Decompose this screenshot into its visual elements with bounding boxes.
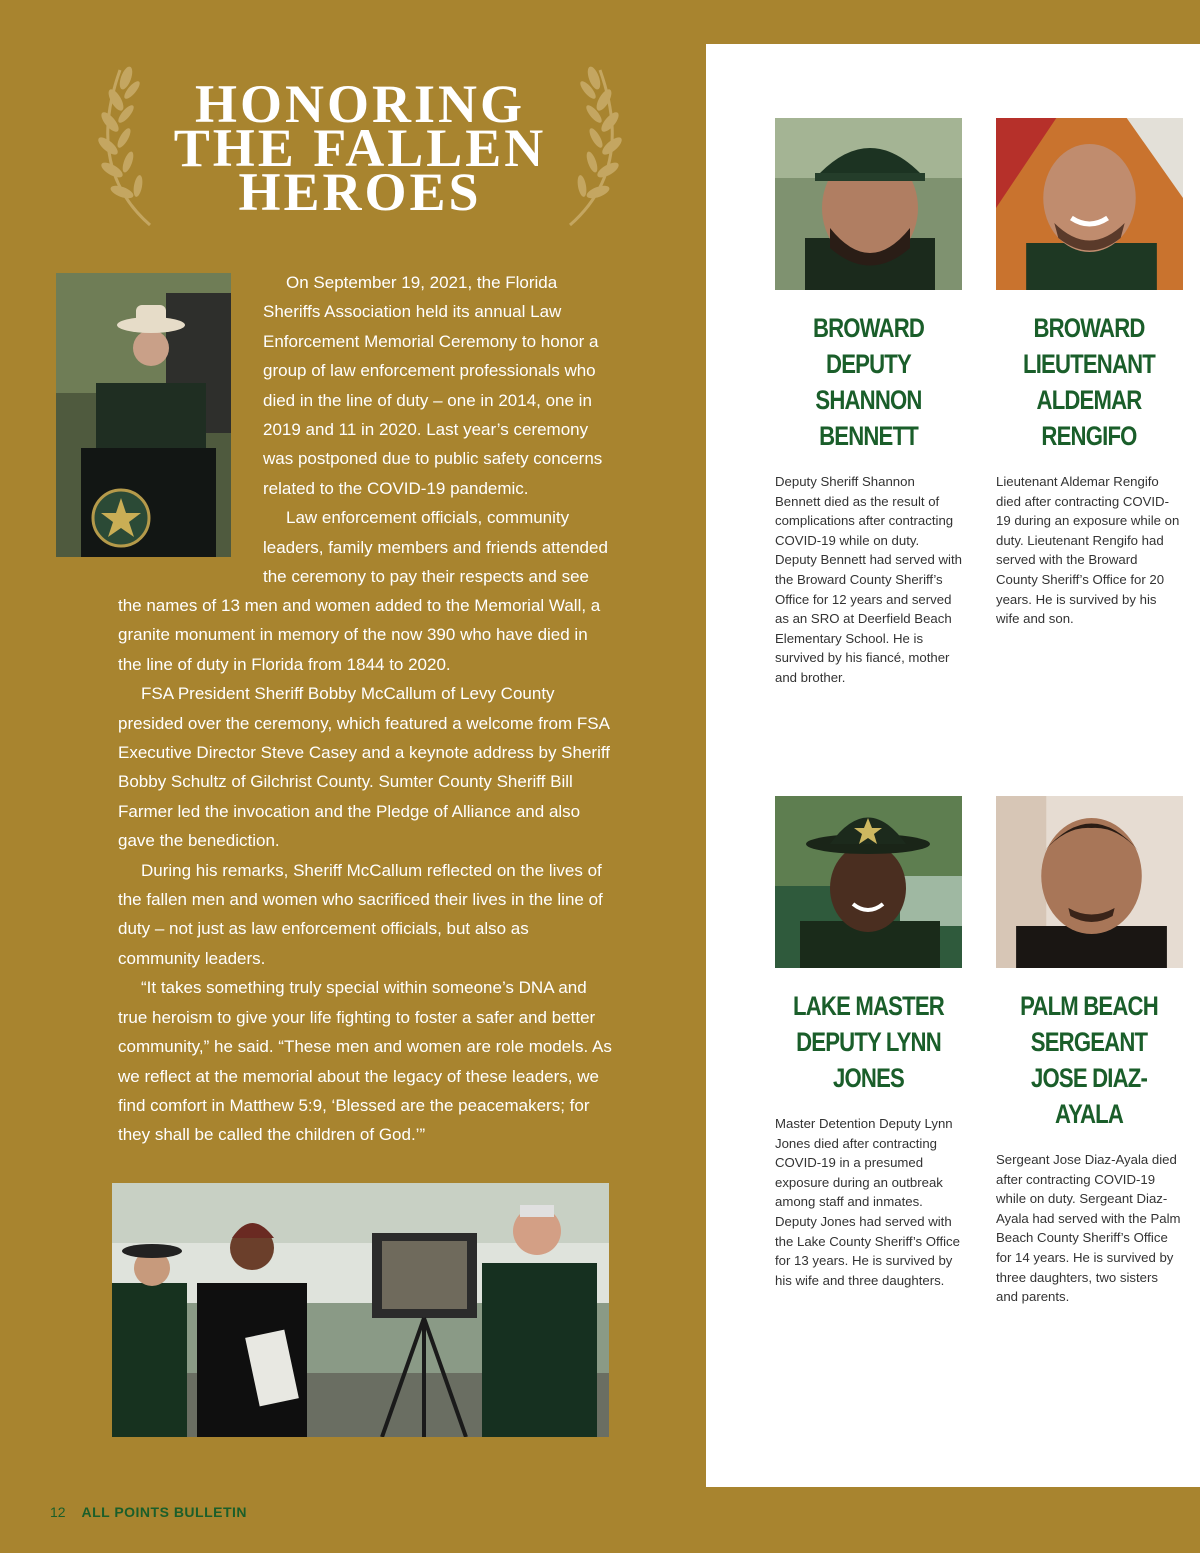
hero-bio: Lieutenant Aldemar Rengifo died after contracting COVID-19 during an exposure while on duty. Lieutenant Rengifo had served with the Broward County Sheriff’s Office for 20 years. He is survived by his wife and son.	[996, 474, 1180, 627]
speaker-photo	[56, 273, 231, 557]
hero-name	[792, 988, 945, 1096]
hero-portrait	[775, 118, 962, 290]
hero-name-line: ALDEMAR RENGIFO	[1036, 385, 1142, 451]
hero-name-line: SHANNON BENNETT	[815, 385, 922, 451]
hero-portrait	[775, 796, 962, 968]
hero-name-line: LAKE MASTER	[793, 991, 944, 1021]
title-block	[70, 60, 650, 235]
title-line-2: THE FALLEN	[173, 118, 547, 178]
hero-name-line: LIEUTENANT	[1022, 349, 1156, 379]
hero-name-line: BROWARD	[1033, 313, 1145, 343]
hero-name	[792, 310, 945, 454]
article-paragraph: FSA President Sheriff Bobby McCallum of Levy County presided over the ceremony, which featured a welcome from FSA Executive Director Steve Casey and a keynote address by Sheriff Bobby Schultz of Gilchrist County. Sumter County Sheriff Bill Farmer led the invocation and the Pledge of Alliance and also gave the benediction.	[118, 684, 610, 851]
article-paragraph: “It takes something truly special within someone’s DNA and true heroism to give your life fighting to foster a safer and better community,” he said. “These men and women are role models. As we reflect at the memorial about the legacy of these leaders, we find comfort in Matthew 5:9, ‘Blessed are the peacemakers; for they shall be called the children of God.’”	[118, 978, 612, 1145]
hero-bio: Sergeant Jose Diaz-Ayala died after contracting COVID-19 while on duty. Sergeant Diaz-Ayala had served with the Palm Beach County Sheriff’s Office for 14 years. He is survived by three daughters, two sisters and parents.	[996, 1152, 1181, 1305]
hero-name-line: PALM BEACH	[1020, 991, 1158, 1021]
article-body	[118, 591, 613, 1150]
article-intro	[263, 268, 613, 591]
hero-name	[1013, 988, 1166, 1132]
page-footer	[50, 1504, 247, 1520]
article-paragraph: Law enforcement officials, community leaders, family members and friends attended the ceremony to pay their respects and see	[263, 508, 608, 587]
hero-bio: Deputy Sheriff Shannon Bennett died as the result of complications after contracting COVID-19 while on duty. Deputy Bennett had served with the Broward County Sheriff’s Office for 12 years and served as an SRO at Deerfield Beach Elementary School. He is survived by his fiancé, mother and brother.	[775, 474, 962, 685]
title-line-3: HEROES	[238, 162, 482, 222]
hero-portrait	[996, 796, 1183, 968]
page-title	[70, 74, 650, 222]
page-number: 12	[50, 1504, 66, 1520]
article-paragraph: On September 19, 2021, the Florida Sheriffs Association held its annual Law Enforcement Memorial Ceremony to honor a group of law enforcement professionals who died in the line of duty – one in 2014, one in 2019 and 11 in 2020. Last year’s ceremony was postponed due to public safety concerns related to the COVID-19 pandemic.	[263, 273, 603, 498]
hero-card	[775, 796, 962, 1290]
hero-portrait	[996, 118, 1183, 290]
publication-name: ALL POINTS BULLETIN	[81, 1504, 248, 1520]
title-line-1: HONORING	[194, 74, 526, 134]
ceremony-photo	[112, 1183, 609, 1437]
article-paragraph: the names of 13 men and women added to the Memorial Wall, a granite monument in memory of the now 390 who have died in the line of duty in Florida from 1844 to 2020.	[118, 596, 601, 674]
hero-bio: Master Detention Deputy Lynn Jones died after contracting COVID-19 in a presumed exposure during an outbreak among staff and inmates. Deputy Jones had served with the Lake County Sheriff’s Office for 13 years. He is survived by his wife and three daughters.	[775, 1116, 960, 1288]
hero-name	[1013, 310, 1166, 454]
hero-name-line: BROWARD DEPUTY	[812, 313, 925, 379]
hero-card	[996, 796, 1182, 1307]
hero-name-line: DEPUTY LYNN JONES	[796, 1027, 941, 1093]
hero-name-line: SERGEANT	[1030, 1027, 1148, 1057]
hero-card	[996, 118, 1182, 629]
hero-card	[775, 118, 962, 688]
article-paragraph: During his remarks, Sheriff McCallum reflected on the lives of the fallen men and women who sacrificed their lives in the line of duty – not just as law enforcement officials, but also as community leaders.	[118, 860, 603, 968]
hero-name-line: JOSE DIAZ-AYALA	[1030, 1063, 1148, 1129]
